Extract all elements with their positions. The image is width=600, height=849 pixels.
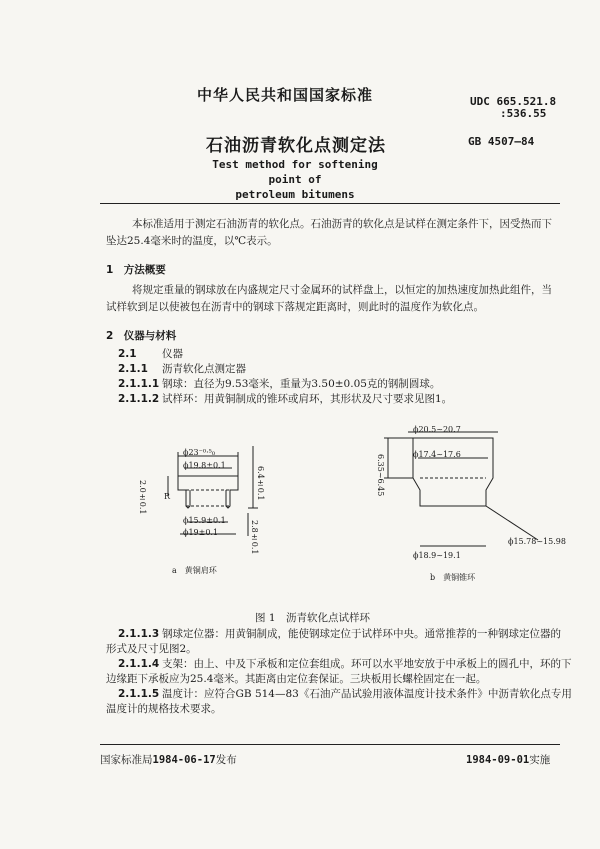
intro-paragraph: 本标准适用于测定石油沥青的软化点。石油沥青的软化点是试样在测定条件下，因受热而下坠达25.4毫米时的温度，以℃表示。 bbox=[106, 218, 552, 247]
issue-info bbox=[100, 752, 237, 767]
standard-org: 中华人民共和国国家标准 bbox=[197, 86, 374, 104]
figure-1-title: 图 1 沥青软化点试样环 bbox=[255, 612, 371, 624]
dim-a-left-height: 2.0±0.1 bbox=[138, 480, 147, 515]
clause-text: 仪器 bbox=[162, 348, 183, 360]
title-en bbox=[200, 157, 390, 202]
dim-a-right-height: 2.8±0.1 bbox=[250, 520, 259, 555]
clause-text: 钢球定位器：用黄铜制成，能使钢球定位于试样环中央。通常推荐的一种钢球定位器的 bbox=[162, 628, 561, 640]
dim-a-outer: ϕ19±0.1 bbox=[183, 528, 219, 537]
clause-number: 2.1.1.3 bbox=[118, 628, 160, 640]
effective-info bbox=[466, 752, 550, 767]
gb-number: GB 4507—84 bbox=[468, 135, 535, 148]
section-1-heading: 1 方法概要 bbox=[106, 264, 166, 276]
dim-b-height: 6.35~6.45 bbox=[376, 454, 385, 497]
clause-number: 2.1.1.5 bbox=[118, 688, 160, 700]
issue-label: 发布 bbox=[215, 754, 237, 766]
dim-a-height: 6.4±0.1 bbox=[256, 466, 265, 501]
caption-a: a 黄铜肩环 bbox=[172, 566, 217, 575]
section-2-heading: 2 仪器与材料 bbox=[106, 330, 177, 342]
clause-2-1-1-3 bbox=[118, 626, 561, 641]
clause-2-1-1-3-cont: 形式及尺寸见图2。 bbox=[106, 643, 197, 655]
caption-b: b 黄铜锥环 bbox=[430, 573, 476, 582]
clause-text: 钢球：直径为9.53毫米，重量为3.50±0.05克的钢制圆球。 bbox=[162, 378, 441, 390]
dim-a-bottom: ϕ15.9±0.1 bbox=[183, 516, 226, 525]
effective-label: 实施 bbox=[529, 754, 551, 766]
clause-2-1-1-4 bbox=[118, 656, 572, 671]
title-en-line1: Test method for softening point of bbox=[212, 158, 378, 186]
issue-date: 1984-06-17 bbox=[152, 754, 216, 766]
clause-text: 支架：由上、中及下承板和定位套组成。环可以水平地安放于中承板上的圆孔中，环的下 bbox=[162, 658, 572, 670]
effective-date: 1984-09-01 bbox=[466, 754, 530, 766]
clause-2-1-1-4-cont: 边缘距下承板应为25.4毫米。其距离由定位套保证。三块板用长螺栓固定在一起。 bbox=[106, 673, 487, 685]
udc-line2: :536.55 bbox=[500, 107, 547, 120]
section-1-paragraph: 将规定重量的钢球放在内盛规定尺寸金属环的试样盘上，以恒定的加热速度加热此组件，当试样软到足以使被包在沥青中的钢球下落规定距离时，则此时的温度作为软化点。 bbox=[106, 284, 552, 313]
dim-a-radius: R bbox=[164, 492, 171, 501]
dim-a-inner: ϕ19.8±0.1 bbox=[183, 461, 226, 470]
title-cn: 石油沥青软化点测定法 bbox=[206, 136, 386, 156]
udc-code bbox=[470, 96, 556, 120]
clause-number: 2.1.1.4 bbox=[118, 658, 160, 670]
clause-number: 2.1 bbox=[118, 348, 137, 360]
udc-label: UDC bbox=[470, 95, 490, 108]
dim-b-top: ϕ20.5~20.7 bbox=[413, 425, 461, 434]
clause-2-1-1 bbox=[118, 361, 246, 376]
clause-text: 试样环：用黄铜制成的锥环或肩环，其形状及尺寸要求见图1。 bbox=[162, 393, 453, 405]
udc-line1: 665.521.8 bbox=[496, 95, 557, 108]
clause-text: 沥青软化点测定器 bbox=[162, 363, 246, 375]
clause-number: 2.1.1.1 bbox=[118, 378, 160, 390]
issuer: 国家标准局 bbox=[100, 754, 153, 766]
clause-number: 2.1.1.2 bbox=[118, 393, 160, 405]
dim-a-top: ϕ23⁻⁰·⁵₀ bbox=[183, 448, 216, 457]
dim-b-inner: ϕ17.4~17.6 bbox=[413, 450, 461, 459]
cone-ring-drawing bbox=[384, 432, 538, 546]
clause-2-1-1-5-cont: 温度计的规格技术要求。 bbox=[106, 703, 222, 715]
clause-2-1-1-5 bbox=[118, 686, 572, 701]
footer-divider bbox=[100, 744, 560, 745]
clause-number: 2.1.1 bbox=[118, 363, 148, 375]
clause-2-1-1-1 bbox=[118, 376, 440, 391]
dim-b-bottom: ϕ18.9~19.1 bbox=[413, 551, 461, 560]
clause-2-1-1-2 bbox=[118, 391, 452, 406]
clause-2-1 bbox=[118, 346, 183, 361]
title-en-line2: petroleum bitumens bbox=[235, 188, 355, 201]
clause-text: 温度计：应符合GB 514—83《石油产品试验用液体温度计技术条件》中沥青软化点专用 bbox=[162, 688, 572, 700]
header-divider bbox=[100, 203, 560, 204]
dim-b-outer: ϕ15.78~15.98 bbox=[508, 537, 566, 546]
